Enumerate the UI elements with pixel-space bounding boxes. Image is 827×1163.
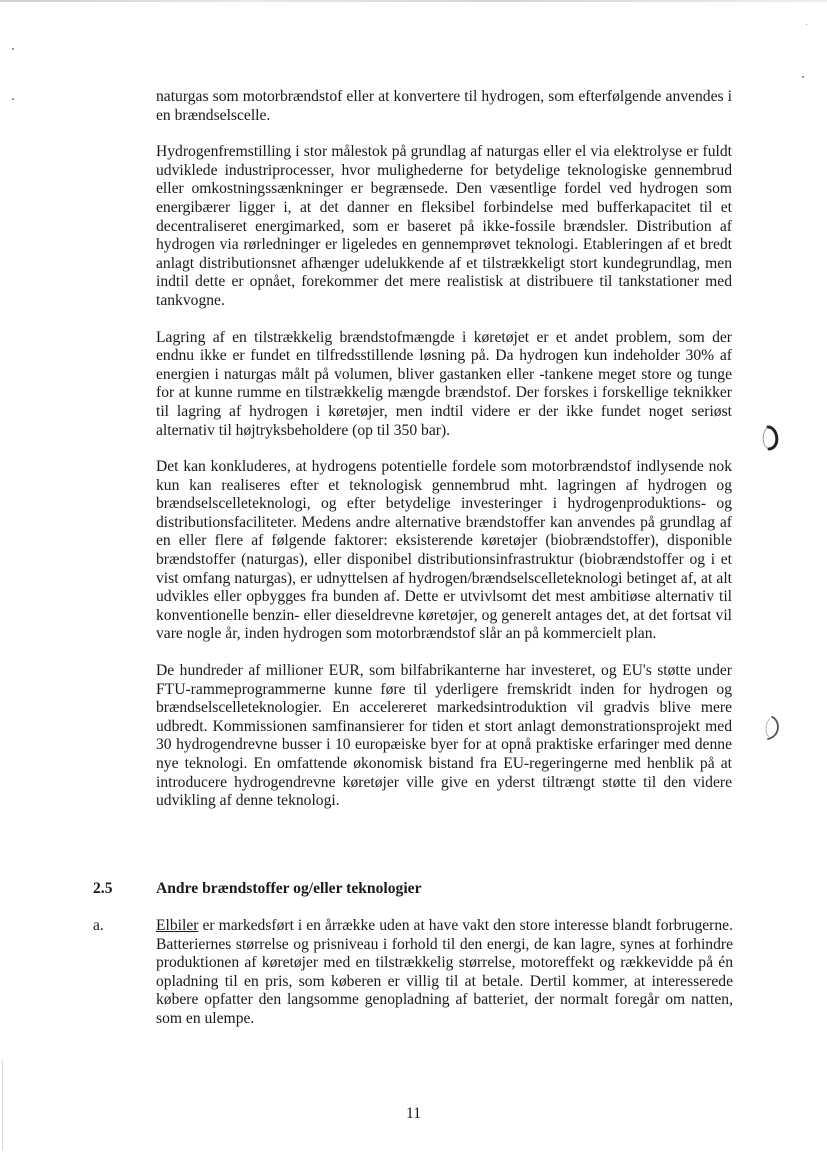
scan-speck xyxy=(806,24,807,25)
paragraph-konklusion: Det kan konkluderes, at hydrogens potentielle fordele som motorbrændstof indlysende nok kun kan realiseres efter et teknologisk gennembrud mht. lagringen af hydrogen og brændselscelleteknologi, og efter betydelige investeringer i hydrogenproduktions- og distributionsfaciliteter. Medens andre alternative brændstoffer kan anvendes på grundlag af en eller flere af følgende faktorer: eksisterende køretøjer (biobrændstoffer), disponible brændstoffer (naturgas), eller disponibel distributionsinfrastruktur (biobrændstoffer og i et vist omfang naturgas), er udnyttelsen af hydrogen/brændselscelleteknologi betinget af, at alt udvikles eller opbygges fra bunden af. Dette er utvivlsomt det mest ambitiøse alternativ til konventionelle benzin- eller dieseldrevne køretøjer, og generelt antages det, at det fortsat vil vare nogle år, inden hydrogen som motorbrændstof slår an på kommercielt plan. xyxy=(156,458,732,643)
paragraph-hydrogenfremstilling: Hydrogenfremstilling i stor målestok på grundlag af naturgas eller el via elektrolyse er fuldt udviklede industriprocesser, hvor mulighederne for betydelige teknologiske gennembrud eller omkostningssænkninger er begrænsede. Den væsentlige fordel ved hydrogen som energibærer ligger i, at det danner en fleksibel forbindelse med bufferkapacitet til et decentraliseret energimarked, som er baseret på ikke-fossile brændsler. Distribution af hydrogen via rørledninger er ligeledes en gennemprøvet teknologi. Etableringen af et bredt anlagt distributionsnet afhænger udelukkende af et tilstrækkeligt stort kundegrundlag, men indtil dette er opnået, forekommer det mere realistisk at distribuere til tankstationer med tankvogne. xyxy=(156,143,732,309)
section-title: Andre brændstoffer og/eller teknologier xyxy=(156,880,422,897)
section-number: 2.5 xyxy=(93,880,113,897)
list-item-body: er markedsført i en årrække uden at have vakt den store interesse blandt forbrugerne. Batteriernes størrelse og prisniveau i forhold til den energi, de kan lagre, synes at forhindre produktionen af køretøjer med en tilstrækkelig størrelse, motoreffekt og rækkevidde på én opladning til en pris, som køberen er villig til at betale. Dertil kommer, at interesserede købere opfatter den langsomme genopladning af batteriet, der normalt foregår om natten, som en ulempe. xyxy=(156,917,733,1027)
scan-speck xyxy=(12,98,14,100)
list-item-text xyxy=(156,917,733,1029)
punch-hole-icon xyxy=(760,424,782,452)
scan-speck xyxy=(12,48,14,50)
punch-hole-icon xyxy=(762,714,784,742)
body-text-top xyxy=(156,88,732,829)
list-item-marker: a. xyxy=(93,917,104,934)
paragraph-investering: De hundreder af millioner EUR, som bilfabrikanterne har investeret, og EU's støtte under FTU-rammeprogrammerne kunne føre til yderligere fremskridt inden for hydrogen og brændselscelleteknologier. En accelereret markedsintroduktion vil gradvis blive mere udbredt. Kommissionen samfinansierer for tiden et stort anlagt demonstrationsprojekt med 30 hydrogendrevne busser i 10 europæiske byer for at opnå praktiske erfaringer med denne nye teknologi. En omfattende økonomisk bistand fra EU-regeringerne med henblik på at introducere hydrogendrevne køretøjer ville give en yderst tiltrængt støtte til den videre udvikling af denne teknologi. xyxy=(156,662,732,810)
scan-speck xyxy=(802,76,804,78)
list-item-lead-term: Elbiler xyxy=(156,917,199,934)
paragraph-lagring: Lagring af en tilstrækkelig brændstofmængde i køretøjet er et andet problem, som der endnu ikke er fundet en tilfredsstillende løsning på. Da hydrogen kun indeholder 30% af energien i naturgas målt på volumen, bliver gastanken eller -tankene meget store og tunge for at kunne rumme en tilstrækkelig mængde brændstof. Der forskes i forskellige teknikker til lagring af hydrogen i køretøjer, men indtil videre er der ikke fundet noget seriøst alternativ til højtryksbeholdere (op til 350 bar). xyxy=(156,328,732,439)
page-number: 11 xyxy=(405,1105,421,1122)
scan-edge-top xyxy=(0,0,827,2)
paragraph-naturgas: naturgas som motorbrændstof eller at konvertere til hydrogen, som efterfølgende anvendes i en brændselscelle. xyxy=(156,88,732,124)
